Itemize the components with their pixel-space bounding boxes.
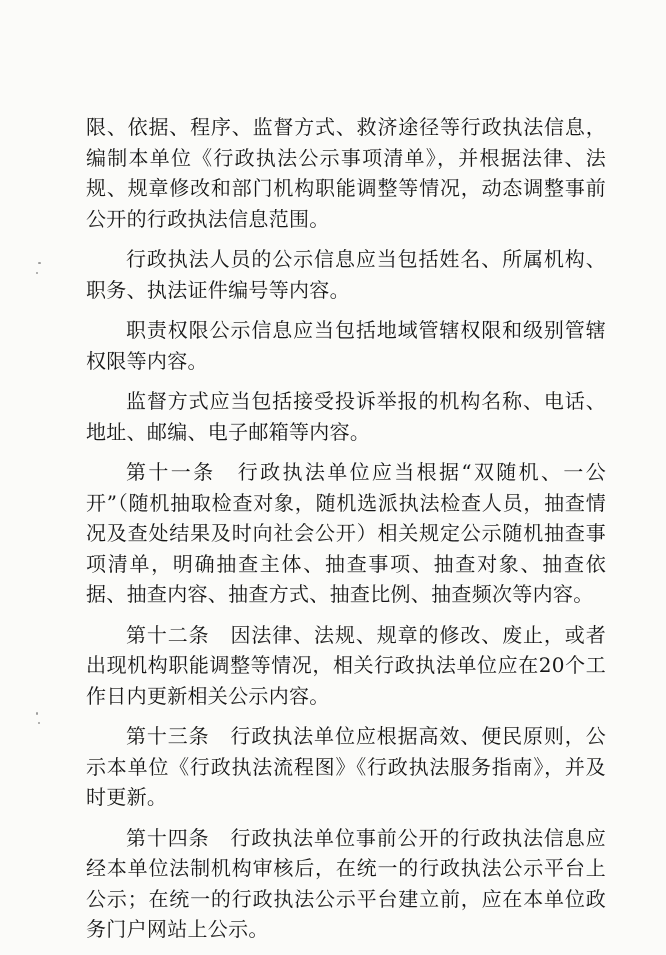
paragraph-article-11: 第十一条 行政执法单位应当根据“双随机、一公开”（随机抽取检查对象，随机选派执法检查人员，抽查情况及查处结果及时向社会公开）相关规定公示随机抽查事项清单，明确抽查主体、抽查事项、抽查对象、抽查依据、抽查内容、抽查方式、抽查比例、抽查频次等内容。 — [86, 460, 606, 606]
scan-speck — [36, 272, 38, 274]
scan-speck — [38, 722, 40, 724]
paragraph-authority-info: 职责权限公示信息应当包括地域管辖权限和级别管辖权限等内容。 — [86, 318, 606, 373]
document-body — [86, 112, 606, 955]
paragraph-article-13: 第十三条 行政执法单位应根据高效、便民原则，公示本单位《行政执法流程图》《行政执法服务指南》，并及时更新。 — [86, 724, 606, 809]
paragraph-staff-info: 行政执法人员的公示信息应当包括姓名、所属机构、职务、执法证件编号等内容。 — [86, 247, 606, 302]
scan-speck — [36, 712, 38, 715]
paragraph-article-12: 第十二条 因法律、法规、规章的修改、废止，或者出现机构职能调整等情况，相关行政执法单位应在20个工作日内更新相关公示内容。 — [86, 622, 606, 708]
paragraph-article-14: 第十四条 行政执法单位事前公开的行政执法信息应经本单位法制机构审核后，在统一的行政执法公示平台上公示；在统一的行政执法公示平台建立前，应在本单位政务门户网站上公示。 — [86, 825, 606, 941]
paragraph-continuation: 限、依据、程序、监督方式、救济途径等行政执法信息，编制本单位《行政执法公示事项清单》，并根据法律、法规、规章修改和部门机构职能调整等情况，动态调整事前公开的行政执法信息范围。 — [86, 115, 606, 231]
scan-speck — [38, 262, 41, 264]
paragraph-supervision-info: 监督方式应当包括接受投诉举报的机构名称、电话、地址、邮编、电子邮箱等内容。 — [86, 389, 606, 444]
